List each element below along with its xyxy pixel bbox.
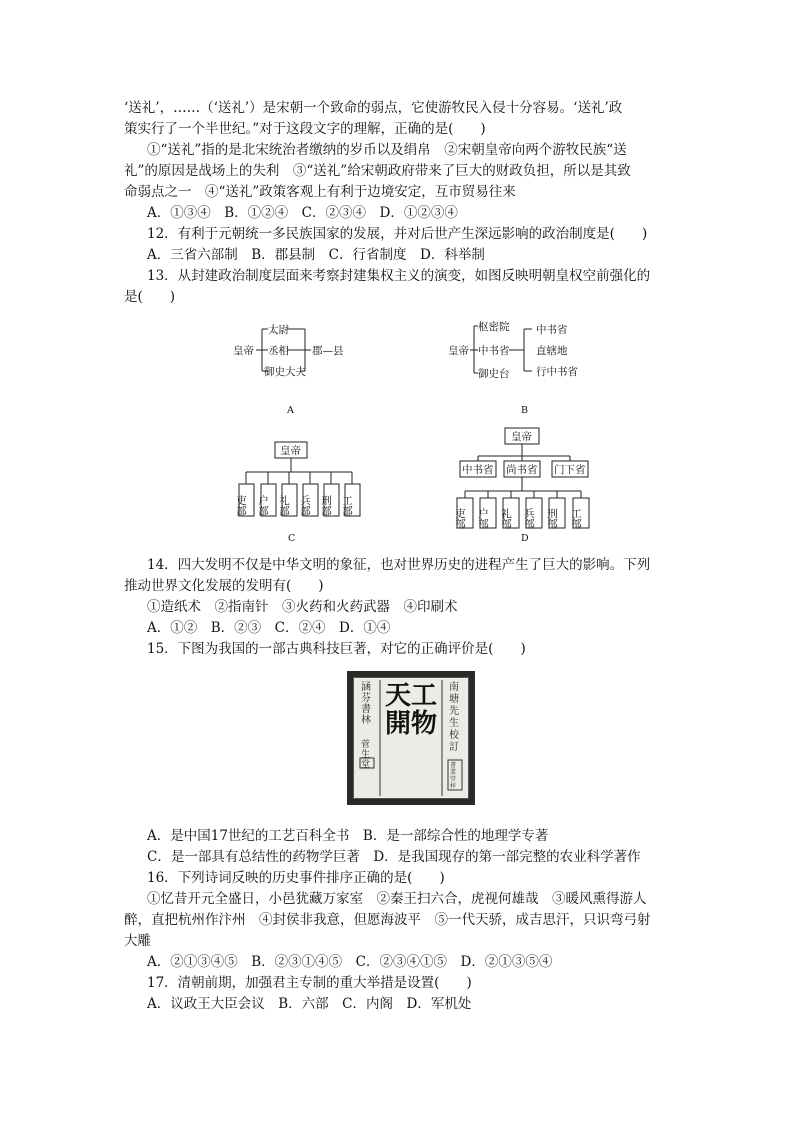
q14-stem-line1: 14．四大发明不仅是中华文明的象征，也对世界历史的进程产生了巨大的影响。下列 (147, 557, 651, 573)
q12-options: A．三省六部制 B．郡县制 C．行省制度 D．科举制 (147, 247, 485, 263)
diagD-menxiasheng: 门下省 (554, 464, 586, 476)
q15-stem: 15．下图为我国的一部古典科技巨著，对它的正确评价是( ) (147, 641, 526, 657)
q11-options: A．①③④ B．①②④ C．②③④ D．①②③④ (147, 205, 458, 221)
book-title: 天工開物 (384, 681, 437, 739)
diagB-zhongshusheng: 中书省 (478, 345, 510, 357)
diagA-junxian: 郡—县 (312, 345, 344, 357)
diagC-gongbu: 工部 (341, 495, 353, 516)
q16-poems-line3: 大雕 (124, 933, 151, 949)
diagA-taiwei: 太尉 (268, 324, 289, 336)
book-right-bottom: 書業堂梓 (450, 762, 457, 790)
diagC-label: C (288, 533, 296, 544)
diagD-gongbu: 工部 (570, 508, 582, 529)
diagA-chengxiang: 丞相 (268, 345, 289, 357)
q11-statements-line1: ①“送礼”指的是北宋统治者缴纳的岁币以及绢帛 ②宋朝皇帝向两个游牧民族“送 (147, 142, 627, 158)
book-left-bottom: 菅生堂 (361, 740, 371, 770)
q11-statements-line3: 命弱点之一 ④“送礼”政策客观上有利于边境安定，互市贸易往来 (124, 184, 516, 200)
q14-stem-line2: 推动世界文化发展的发明有( ) (124, 578, 324, 594)
diagB-xingzhongshusheng: 行中书省 (536, 366, 578, 378)
diagC-emperor: 皇帝 (280, 445, 301, 457)
tiangong-kaiwu-book-cover (347, 671, 475, 805)
diagB-shumiyuan: 枢密院 (478, 321, 510, 333)
q13-diagrams (0, 305, 794, 550)
q15-options-ab: A．是中国17世纪的工艺百科全书 B．是一部综合性的地理学专著 (147, 828, 549, 844)
diagB-r-zhongshusheng: 中书省 (536, 324, 568, 336)
diagC-libu: 吏部 (235, 495, 247, 516)
diagB-emperor: 皇帝 (448, 345, 469, 357)
q11-stem-line1: ‘送礼’，……（‘送礼’）是宋朝一个致命的弱点，它使游牧民入侵十分容易。‘送礼’政 (124, 100, 623, 116)
q14-items: ①造纸术 ②指南针 ③火药和火药武器 ④印刷术 (147, 599, 458, 615)
diagA-label: A (287, 405, 294, 416)
q11-stem-line2: 策实行了一个半世纪。”对于这段文字的理解，正确的是( ) (124, 121, 486, 137)
q16-options: A．②①③④⑤ B．②③①④⑤ C．②③④①⑤ D．②①③⑤④ (147, 954, 553, 970)
q16-poems-line2: 醉，直把杭州作汴州 ④封侯非我意，但愿海波平 ⑤一代天骄，成吉思汗，只识弯弓射 (124, 912, 651, 928)
diagC-libu2: 礼部 (278, 495, 290, 516)
q15-options-cd: C．是一部具有总结性的药物学巨著 D．是我国现存的第一部完整的农业科学著作 (147, 849, 641, 865)
q17-options: A．议政王大臣会议 B．六部 C．内阁 D．军机处 (147, 996, 472, 1012)
diagC-hubu: 户部 (257, 495, 269, 516)
diagD-shangshusheng: 尚书省 (506, 464, 538, 476)
book-right-top: 南塘先生校訂 (449, 682, 459, 753)
diagC-xingbu: 刑部 (320, 495, 332, 516)
q13-stem-line2: 是( ) (124, 289, 176, 305)
diagD-libu: 吏部 (454, 508, 466, 529)
diagD-libu2: 礼部 (500, 508, 512, 529)
book-left-top: 涵芬書林 (361, 682, 371, 726)
diagB-yushitai: 御史台 (478, 368, 510, 380)
q11-statements-line2: 礼”的原因是战场上的失利 ③“送礼”给宋朝政府带来了巨大的财政负担，所以是其致 (124, 163, 631, 179)
diagA-yushidafu: 御史大夫 (264, 366, 306, 378)
diagD-zhongshusheng: 中书省 (462, 464, 494, 476)
diagD-bingbu: 兵部 (523, 508, 535, 529)
q13-stem-line1: 13．从封建政治制度层面来考察封建集权主义的演变，如图反映明朝皇权空前强化的 (147, 268, 651, 284)
diagA-emperor: 皇帝 (233, 345, 254, 357)
diagD-emperor: 皇帝 (511, 431, 532, 443)
diagD-hubu: 户部 (477, 508, 489, 529)
q17-stem: 17．清朝前期，加强君主专制的重大举措是设置( ) (147, 975, 472, 991)
q12-stem: 12．有利于元朝统一多民族国家的发展，并对后世产生深远影响的政治制度是( ) (147, 226, 648, 242)
diagD-xingbu: 刑部 (546, 508, 558, 529)
q16-poems-line1: ①忆昔开元全盛日，小邑犹藏万家室 ②秦王扫六合，虎视何雄哉 ③暖风熏得游人 (147, 891, 647, 907)
diagB-label: B (521, 405, 528, 416)
diagB-zhixiadi: 直辖地 (536, 345, 568, 357)
diagD-label: D (521, 533, 529, 544)
diagC-bingbu: 兵部 (299, 495, 311, 516)
q16-stem: 16．下列诗词反映的历史事件排序正确的是( ) (147, 870, 445, 886)
q14-options: A．①② B．②③ C．②④ D．①④ (147, 620, 391, 636)
